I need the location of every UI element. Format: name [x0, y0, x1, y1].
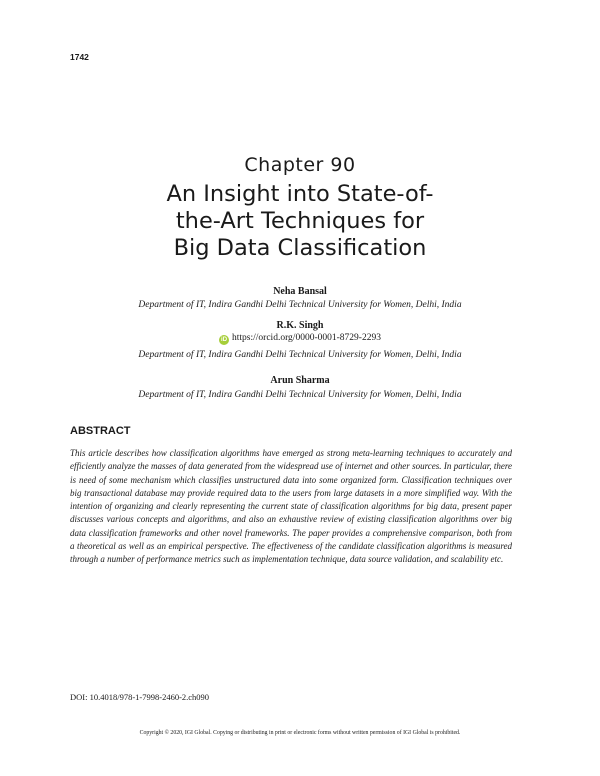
author-affiliation: Department of IT, Indira Gandhi Delhi Technical University for Women, Delhi, India [138, 300, 462, 310]
author-name: Arun Sharma [270, 375, 330, 386]
orcid-link[interactable]: https://orcid.org/0000-0001-8729-2293 [232, 333, 381, 343]
abstract-text: This article describes how classification algorithms have emerged as strong meta-learning techniques to accurately and efficiently analyze the masses of data generated from the widespread use of internet and other sources. In particular, there is need of some mechanism which classifies unstructured data into some organized form. Classification techniques over big transactional database may provide required data to the users from large datasets in a more simplified way. With the intention of organizing and clearly representing the current state of classification algorithms for big data, present paper discusses various concepts and algorithms, and also an exhaustive review of existing classification algorithms over big data classification frameworks and other novel frameworks. The paper provides a comprehensive comparison, both from a theoretical as well as an empirical perspective. The effectiveness of the candidate classification algorithms is measured through a number of performance metrics such as implementation technique, data source validation, and scalability etc. [70, 448, 512, 565]
orcid-icon: iD [221, 337, 228, 343]
author-affiliation: Department of IT, Indira Gandhi Delhi Technical University for Women, Delhi, India [138, 390, 462, 400]
chapter-label: Chapter 90 [244, 154, 356, 176]
chapter-title-line: An Insight into State-of- [166, 181, 434, 207]
copyright-notice: Copyright © 2020, IGI Global. Copying or distributing in print or electronic forms without written permission of IGI Global is prohibited. [139, 730, 461, 736]
doi: DOI: 10.4018/978-1-7998-2460-2.ch090 [70, 692, 210, 702]
author-name: Neha Bansal [273, 286, 327, 297]
page-number: 1742 [70, 52, 89, 62]
chapter-title [0, 181, 600, 262]
author-name: R.K. Singh [276, 320, 324, 331]
chapter-title-line: Big Data Classification [173, 235, 427, 261]
orcid-line [0, 333, 600, 345]
chapter-title-line: the-Art Techniques for [175, 208, 425, 234]
abstract-heading: ABSTRACT [70, 425, 131, 437]
author-affiliation: Department of IT, Indira Gandhi Delhi Technical University for Women, Delhi, India [138, 350, 462, 360]
